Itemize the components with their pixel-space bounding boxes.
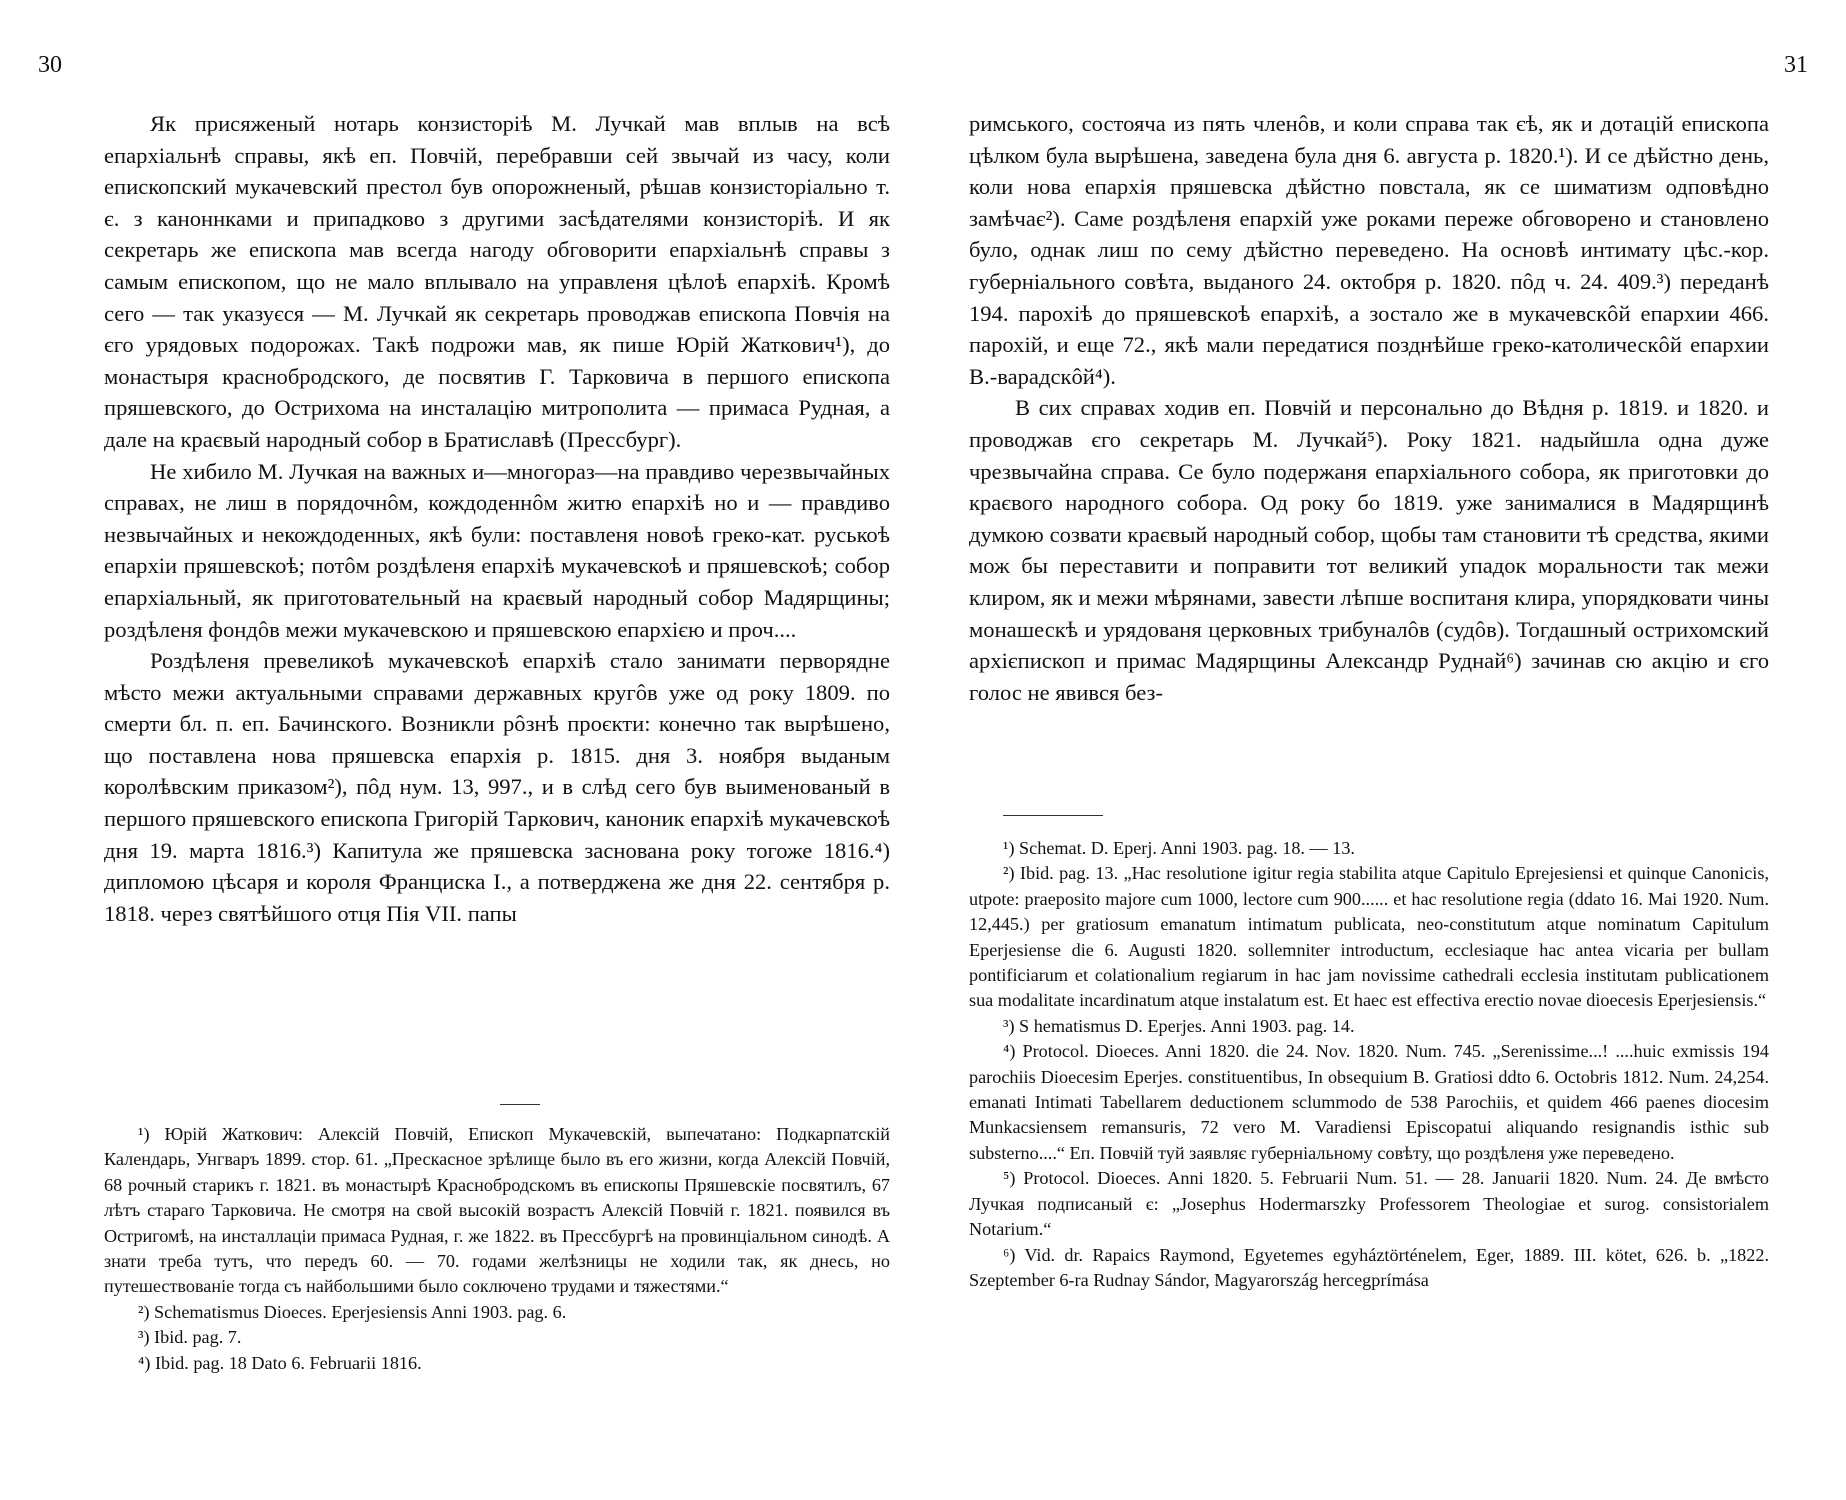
footnote: ⁴) Protocol. Dioeces. Anni 1820. die 24. Nov. 1820. Num. 745. „Serenissime...! ....huic exmissis 194 parochiis Dioecesim Eperjes. constituentibus, In obsequium B. Gratiosi ddto 6. Octobris 1812. Num. 24,254. emanati Intimati Tabellarem deductionem sclummodo de 538 Parochiis, et quidem 466 paenes diocesim Munkacsiensem remansuris, 72 vero M. Varadiensi Episcopatui aliquando resignandis isthic sub substerno....“ Еп. Повчій туй заявляє губерніальному совѣту, що роздѣленя уже переведено. [969,1041,1769,1163]
footnote: ¹) Schemat. D. Eperj. Anni 1903. pag. 18. — 13. [1003,838,1355,858]
footnote: ⁶) Vid. dr. Rapaics Raymond, Egyetemes egyháztörténelem, Eger, 1889. III. kötet, 626. b. „1822. Szeptember 6-ra Rudnay Sándor, Magyarország hercegprímása [969,1244,1769,1290]
right-page [923,0,1846,1500]
footnote: ³) S hematismus D. Eperjes. Anni 1903. pag. 14. [1003,1015,1355,1036]
page-number: 31 [1784,52,1808,78]
footnotes [104,1122,890,1376]
paragraph: римського, состояча из пять членôв, и коли справа так єѣ, як и дотацій епископа цѣлком була вырѣшена, заведена була дня 6. августа р. 1820.¹). И се дѣйстно день, коли нова епархія пряшевска дѣйстно повстала, як се шиматизм одповѣдно замѣчає²). Саме роздѣленя епархій уже роками переже обговорено и становлено було, однак лиш по сему дѣйстно переведено. На основѣ интимату цѣс.-кор. губерніального совѣта, выданого 24. октобря р. 1820. пôд ч. 24. 409.³) переданѣ 194. парохіѣ до пряшевскоѣ епархіѣ, а зостало же в мукачевскôй епархии 466. парохій, и еще 72., якѣ мали передатися позднѣйше греко-католическôй епархии В.-варадскôй⁴). [969,111,1769,389]
footnote: ²) Ibid. pag. 13. „Hac resolutione igitur regia stabilita atque Capitulo Eprejesiensi et quinque Canonicis, utpote: praeposito majore cum 1000, lectore cum 900...... et hac resolutione regia (ddato 16. Mai 1920. Num. 12,445.) per gratiosum emanatum intimatum publicata, neo-constitutum atque nominatum Capitulum Eperjesiense die 6. Augusti 1820. sollemniter introductum, ecclesiaque hac antea vicaria per bullam pontificiarum et colationalium regiarum in hac jam novissime cathedrali ecclesia institutam publicationem sua modalitate incardinatum atque instalatum est. Et haec est effectiva erectio novae dioecesis Eperjesiensis.“ [969,863,1769,1011]
main-text [969,108,1769,708]
footnote: ⁴) Ibid. pag. 18 Dato 6. Februarii 1816. [138,1352,422,1373]
paragraph: Не хибило М. Лучкая на важных и—многораз—на правдиво черезвычайных справах, не лиш в порядочнôм, кождоденнôм житю епархіѣ но и — правдиво незвычайных и некождоденных, якѣ були: поставленя новоѣ греко-кат. руськоѣ епархіи пряшевскоѣ; потôм роздѣленя епархіѣ мукачевскоѣ и пряшевскоѣ; собор епархіальный, як приготовательный на краєвый народный собор Мадярщины; роздѣленя фондôв межи мукачевскою и пряшевскою епархією и проч.... [104,458,890,642]
page-number: 30 [38,52,62,78]
footnote: ¹) Юрій Жаткович: Алексій Повчій, Епископ Мукачевскій, выпечатано: Подкарпатскій Календарь, Унгваръ 1899. стор. 61. „Прескасное зрѣлище было въ его жизни, когда Алексій Повчій, 68 рочный старикъ г. 1821. въ монастырѣ Краснобродскомъ въ епископы Пряшевскіе посвятилъ, 67 лѣтъ стараго Тарковича. Не смотря на свой высокій возрастъ Алексій Повчій г. 1821. появился въ Остригомѣ, на инсталлаціи примаса Рудная, г. же 1822. въ Прессбургѣ на провинціальном синодѣ. А знати треба тутъ, что передъ 60. — 70. годами желѣзницы не ходили так, як днесь, но путешествованіе тогда съ найбольшими было соключено трудами и тяжестями.“ [104,1124,890,1297]
footnote: ⁵) Protocol. Dioeces. Anni 1820. 5. Februarii Num. 51. — 28. Januarii 1820. Num. 24. Де вмѣсто Лучкая подписаный є: „Josephus Hodermarszky Professorem Theologiae et surog. consistorialem Notarium.“ [969,1168,1769,1240]
footnote-divider [1003,815,1103,816]
footnote-divider [500,1104,540,1105]
main-text [104,108,890,929]
footnote: ³) Ibid. pag. 7. [138,1327,242,1348]
footnotes [969,836,1769,1293]
footnote: ²) Schematismus Dioeces. Eperjesiensis Anni 1903. pag. 6. [138,1301,567,1322]
paragraph: Як присяженый нотарь конзисторіѣ М. Лучкай мав вплыв на всѣ епархіальнѣ справы, якѣ еп. Повчій, перебравши сей звычай из часу, коли епископский мукачевский престол був опорожненый, рѣшав конзисторіально т. є. з каноннками и припадково з другими засѣдателями конзисторіѣ. И як секретарь же епископа мав всегда нагоду обговорити епархіальнѣ справы з самым епископом, що не мало вплывало на управленя цѣлоѣ епархіѣ. Кромѣ сего — так указуєся — М. Лучкай як секретарь проводжав епископа Повчія на єго урядовых подорожах. Такѣ подрожи мав, як пише Юрій Жаткович¹), до монастыря краснобродского, де посвятив Г. Тарковича в першого епископа пряшевского, до Острихома на инсталацію митрополита — примаса Рудная, а дале на краєвый народный собор в Братиславѣ (Прессбург). [104,111,890,452]
paragraph: В сих справах ходив еп. Повчій и персонально до Вѣдня р. 1819. и 1820. и проводжав єго секретарь М. Лучкай⁵). Року 1821. надыйшла одна дуже чрезвычайна справа. Се було подержаня епархіального собора, як приготовки до краєвого народного собора. Од року бо 1819. уже занималися в Мадярщинѣ думкою созвати краєвый народный собор, щобы там становити тѣ средства, якими мож бы переставити и поправити тот великий упадок моральности так межи клиром, як и межи мѣрянами, завести лѣпше воспитаня клира, упорядковати чины монашескѣ и урядованя церковных трибуналôв (судôв). Тогдашный острихомский архієпископ и примас Мадярщины Александр Руднай⁶) зачинав сю акцію и єго голос не явився без- [969,395,1769,705]
paragraph: Роздѣленя превеликоѣ мукачевскоѣ епархіѣ стало занимати перворядне мѣсто межи актуальными справами державных кругôв уже од року 1809. по смерти бл. п. еп. Бачинского. Возникли рôзнѣ проєкти: конечно так вырѣшено, що поставлена нова пряшевска епархія р. 1815. дня 3. ноября выданым королѣвским приказом²), пôд нум. 13, 997., и в слѣд сего був выименованый в першого пряшевского епископа Григорій Таркович, каноник епархіѣ мукачевскоѣ дня 19. марта 1816.³) Капитула же пряшевска заснована року тогоже 1816.⁴) дипломою цѣсаря и короля Францискa I., а потверджена же дня 22. сентября р. 1818. через святѣйшого отця Пія VII. папы [104,648,890,926]
